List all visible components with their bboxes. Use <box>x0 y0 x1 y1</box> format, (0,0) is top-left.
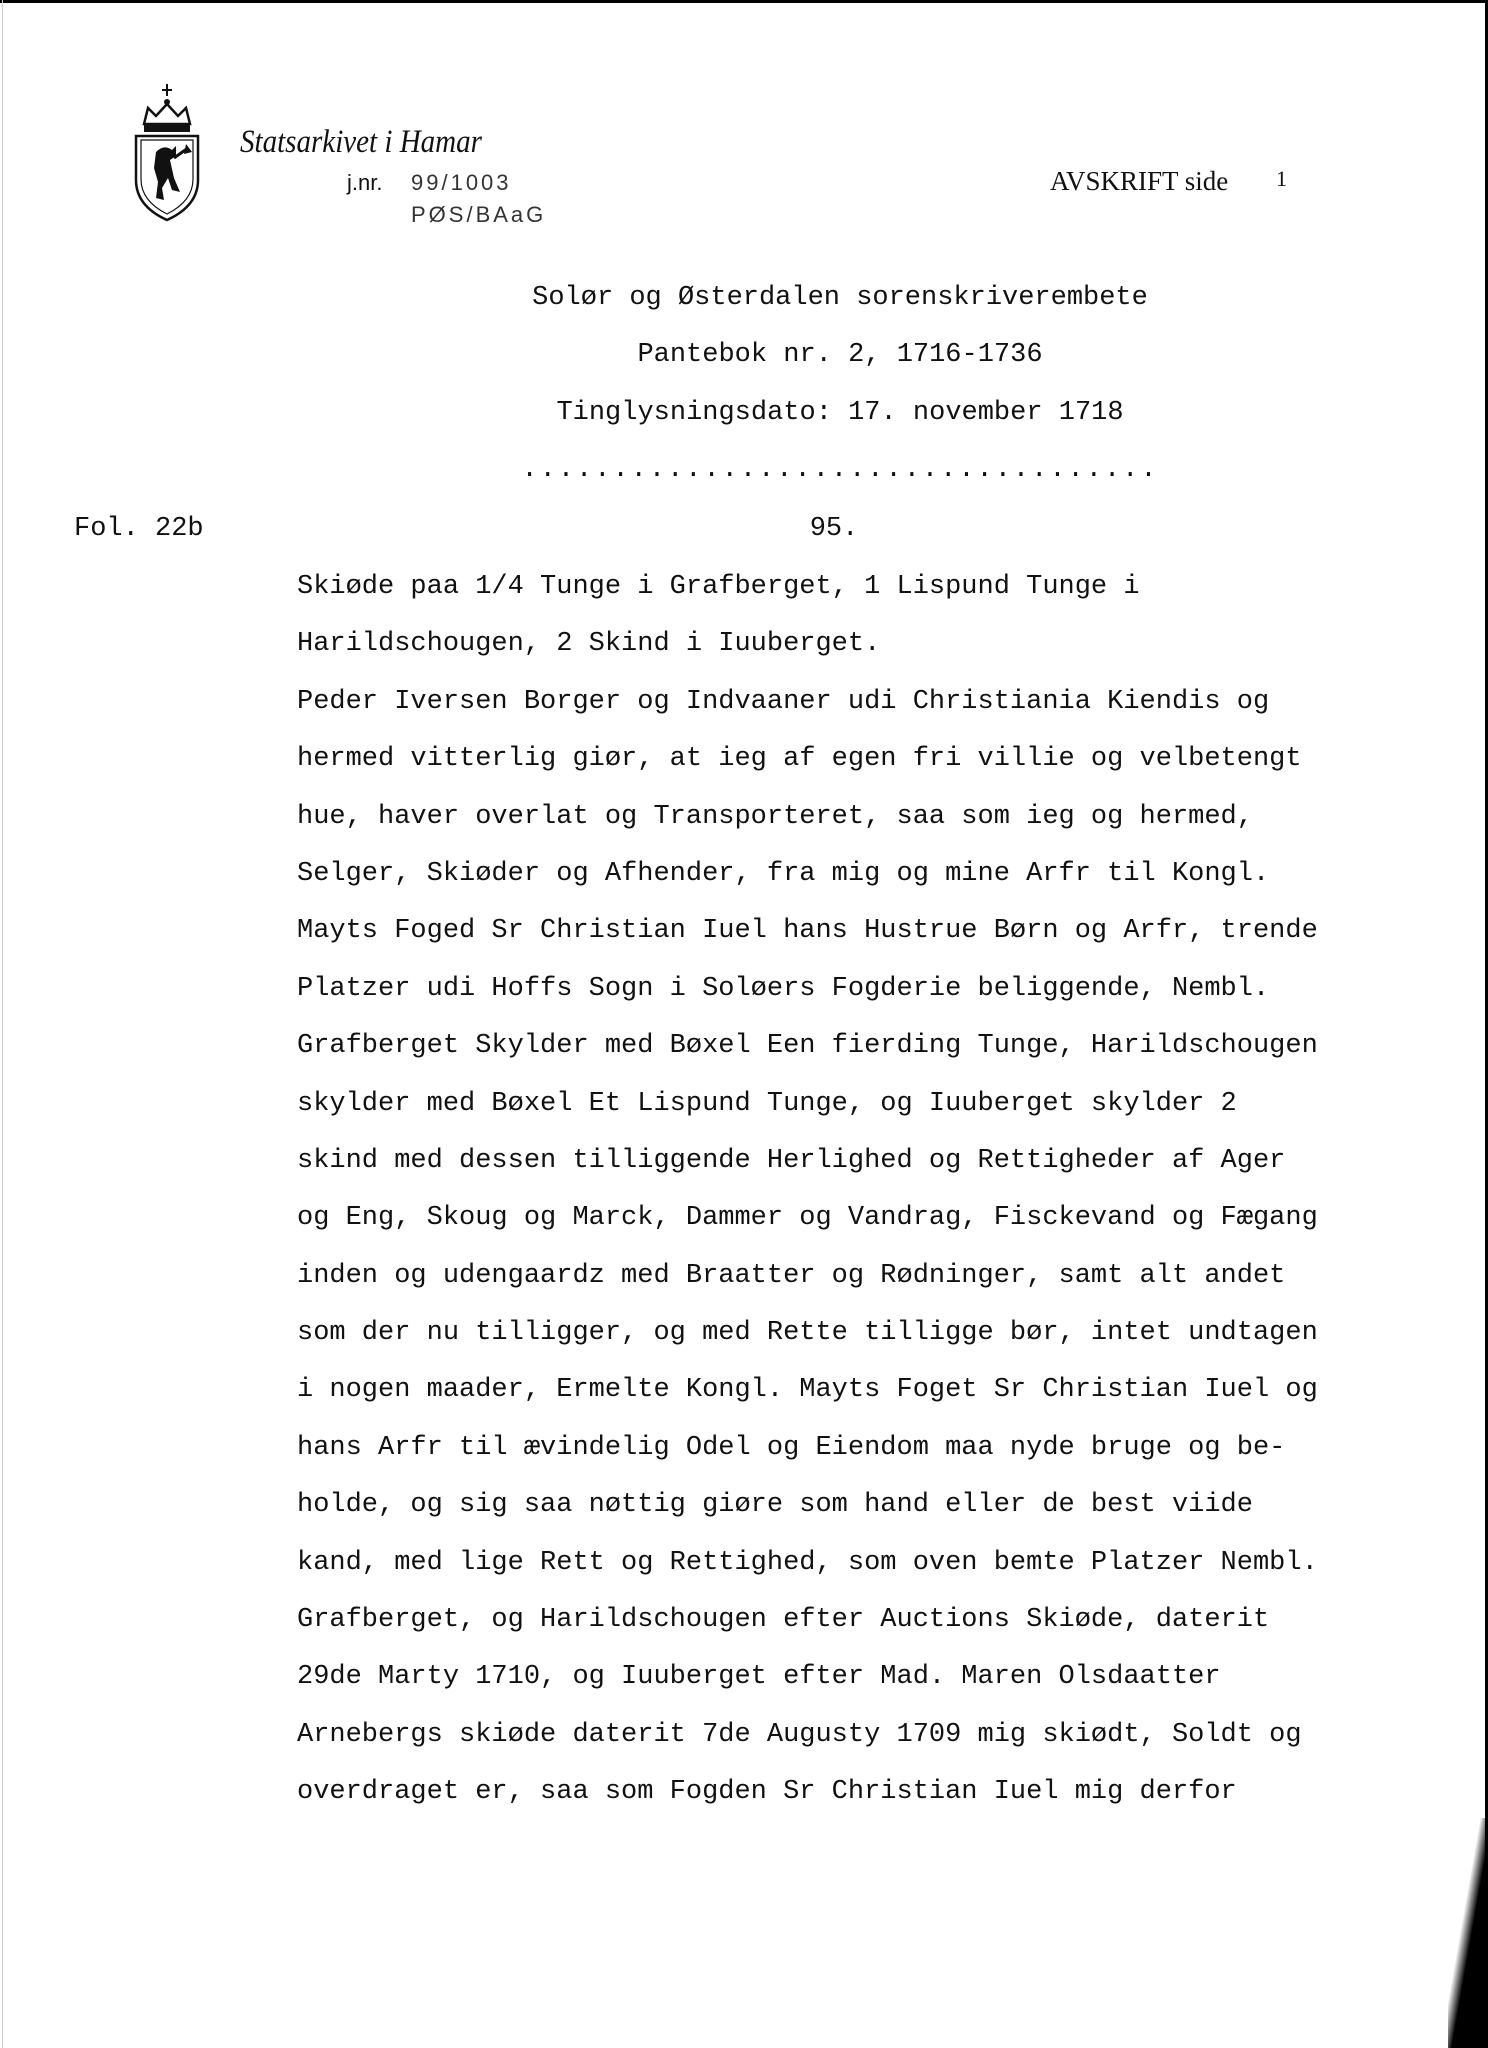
text-line: Grafberget, og Harildschougen efter Auctions Skiøde, daterit <box>297 1605 1270 1636</box>
text-line: skind med dessen tilliggende Herlighed og Rettigheder af Ager <box>297 1145 1286 1176</box>
text-line: Mayts Foged Sr Christian Iuel hans Hustrue Børn og Arfr, trende <box>297 916 1318 947</box>
text-line: Selger, Skiøder og Afhender, fra mig og mine Arfr til Kongl. <box>297 858 1270 889</box>
text-line: kand, med lige Rett og Rettighed, som oven bemte Platzer Nembl. <box>297 1547 1318 1578</box>
copy-page-number: 1 <box>1276 166 1287 191</box>
registration-date: Tinglysningsdato: 17. november 1718 <box>556 398 1124 428</box>
copy-label: AVSKRIFT side <box>1050 166 1229 196</box>
journal-initials: PØS/BAaG <box>411 202 547 227</box>
text-line: Platzer udi Hoffs Sogn i Soløers Fogderie beliggende, Nembl. <box>297 973 1270 1004</box>
text-line: Peder Iversen Borger og Indvaaner udi Christiania Kiendis og <box>297 686 1270 717</box>
text-line: Harildschougen, 2 Skind i Iuuberget. <box>297 629 881 660</box>
text-line: som der nu tilligger, og med Rette tilligge bør, intet undtagen <box>297 1318 1318 1349</box>
text-line: i nogen maader, Ermelte Kongl. Mayts Foget Sr Christian Iuel og <box>297 1375 1318 1406</box>
text-line: 29de Marty 1710, og Iuuberget efter Mad. Maren Olsdaatter <box>297 1662 1221 1693</box>
journal-number: 99/1003 <box>411 170 512 195</box>
entry-number: 95. <box>809 514 859 544</box>
book-heading: Pantebok nr. 2, 1716-1736 <box>637 340 1043 370</box>
text-line: Skiøde paa 1/4 Tunge i Grafberget, 1 Lispund Tunge i <box>297 572 1140 602</box>
text-line: overdraget er, saa som Fogden Sr Christian Iuel mig derfor <box>297 1777 1237 1808</box>
norwegian-crest-icon <box>130 82 204 222</box>
scan-corner-shadow <box>1448 1818 1488 2048</box>
text-line: inden og udengaardz med Braatter og Rødninger, samt alt andet <box>297 1260 1286 1291</box>
transcription-body <box>297 566 1397 1829</box>
text-line: Arnebergs skiøde daterit 7de Augusty 1709 mig skiødt, Soldt og <box>297 1719 1302 1750</box>
text-line: hue, haver overlat og Transporteret, saa som ieg og hermed, <box>297 801 1253 832</box>
text-line: hermed vitterlig giør, at ieg af egen fri villie og velbetengt <box>297 744 1302 775</box>
journal-label: j.nr. <box>347 170 383 195</box>
text-line: skylder med Bøxel Et Lispund Tunge, og Iuuberget skylder 2 <box>297 1088 1237 1119</box>
office-heading: Solør og Østerdalen sorenskriverembete <box>532 283 1148 313</box>
text-line: og Eng, Skoug og Marck, Dammer og Vandrag, Fisckevand og Fægang <box>297 1203 1318 1234</box>
text-line: holde, og sig saa nøttig giøre som hand eller de best viide <box>297 1490 1253 1521</box>
text-line: hans Arfr til ævindelig Odel og Eiendom maa nyde bruge og be- <box>297 1432 1286 1463</box>
text-line: Grafberget Skylder med Bøxel Een fierding Tunge, Harildschougen <box>297 1031 1318 1062</box>
folio-reference: Fol. 22b <box>74 514 204 544</box>
institution-name: Statsarkivet i Hamar <box>240 124 482 160</box>
separator-dots: ................................... <box>521 455 1159 485</box>
